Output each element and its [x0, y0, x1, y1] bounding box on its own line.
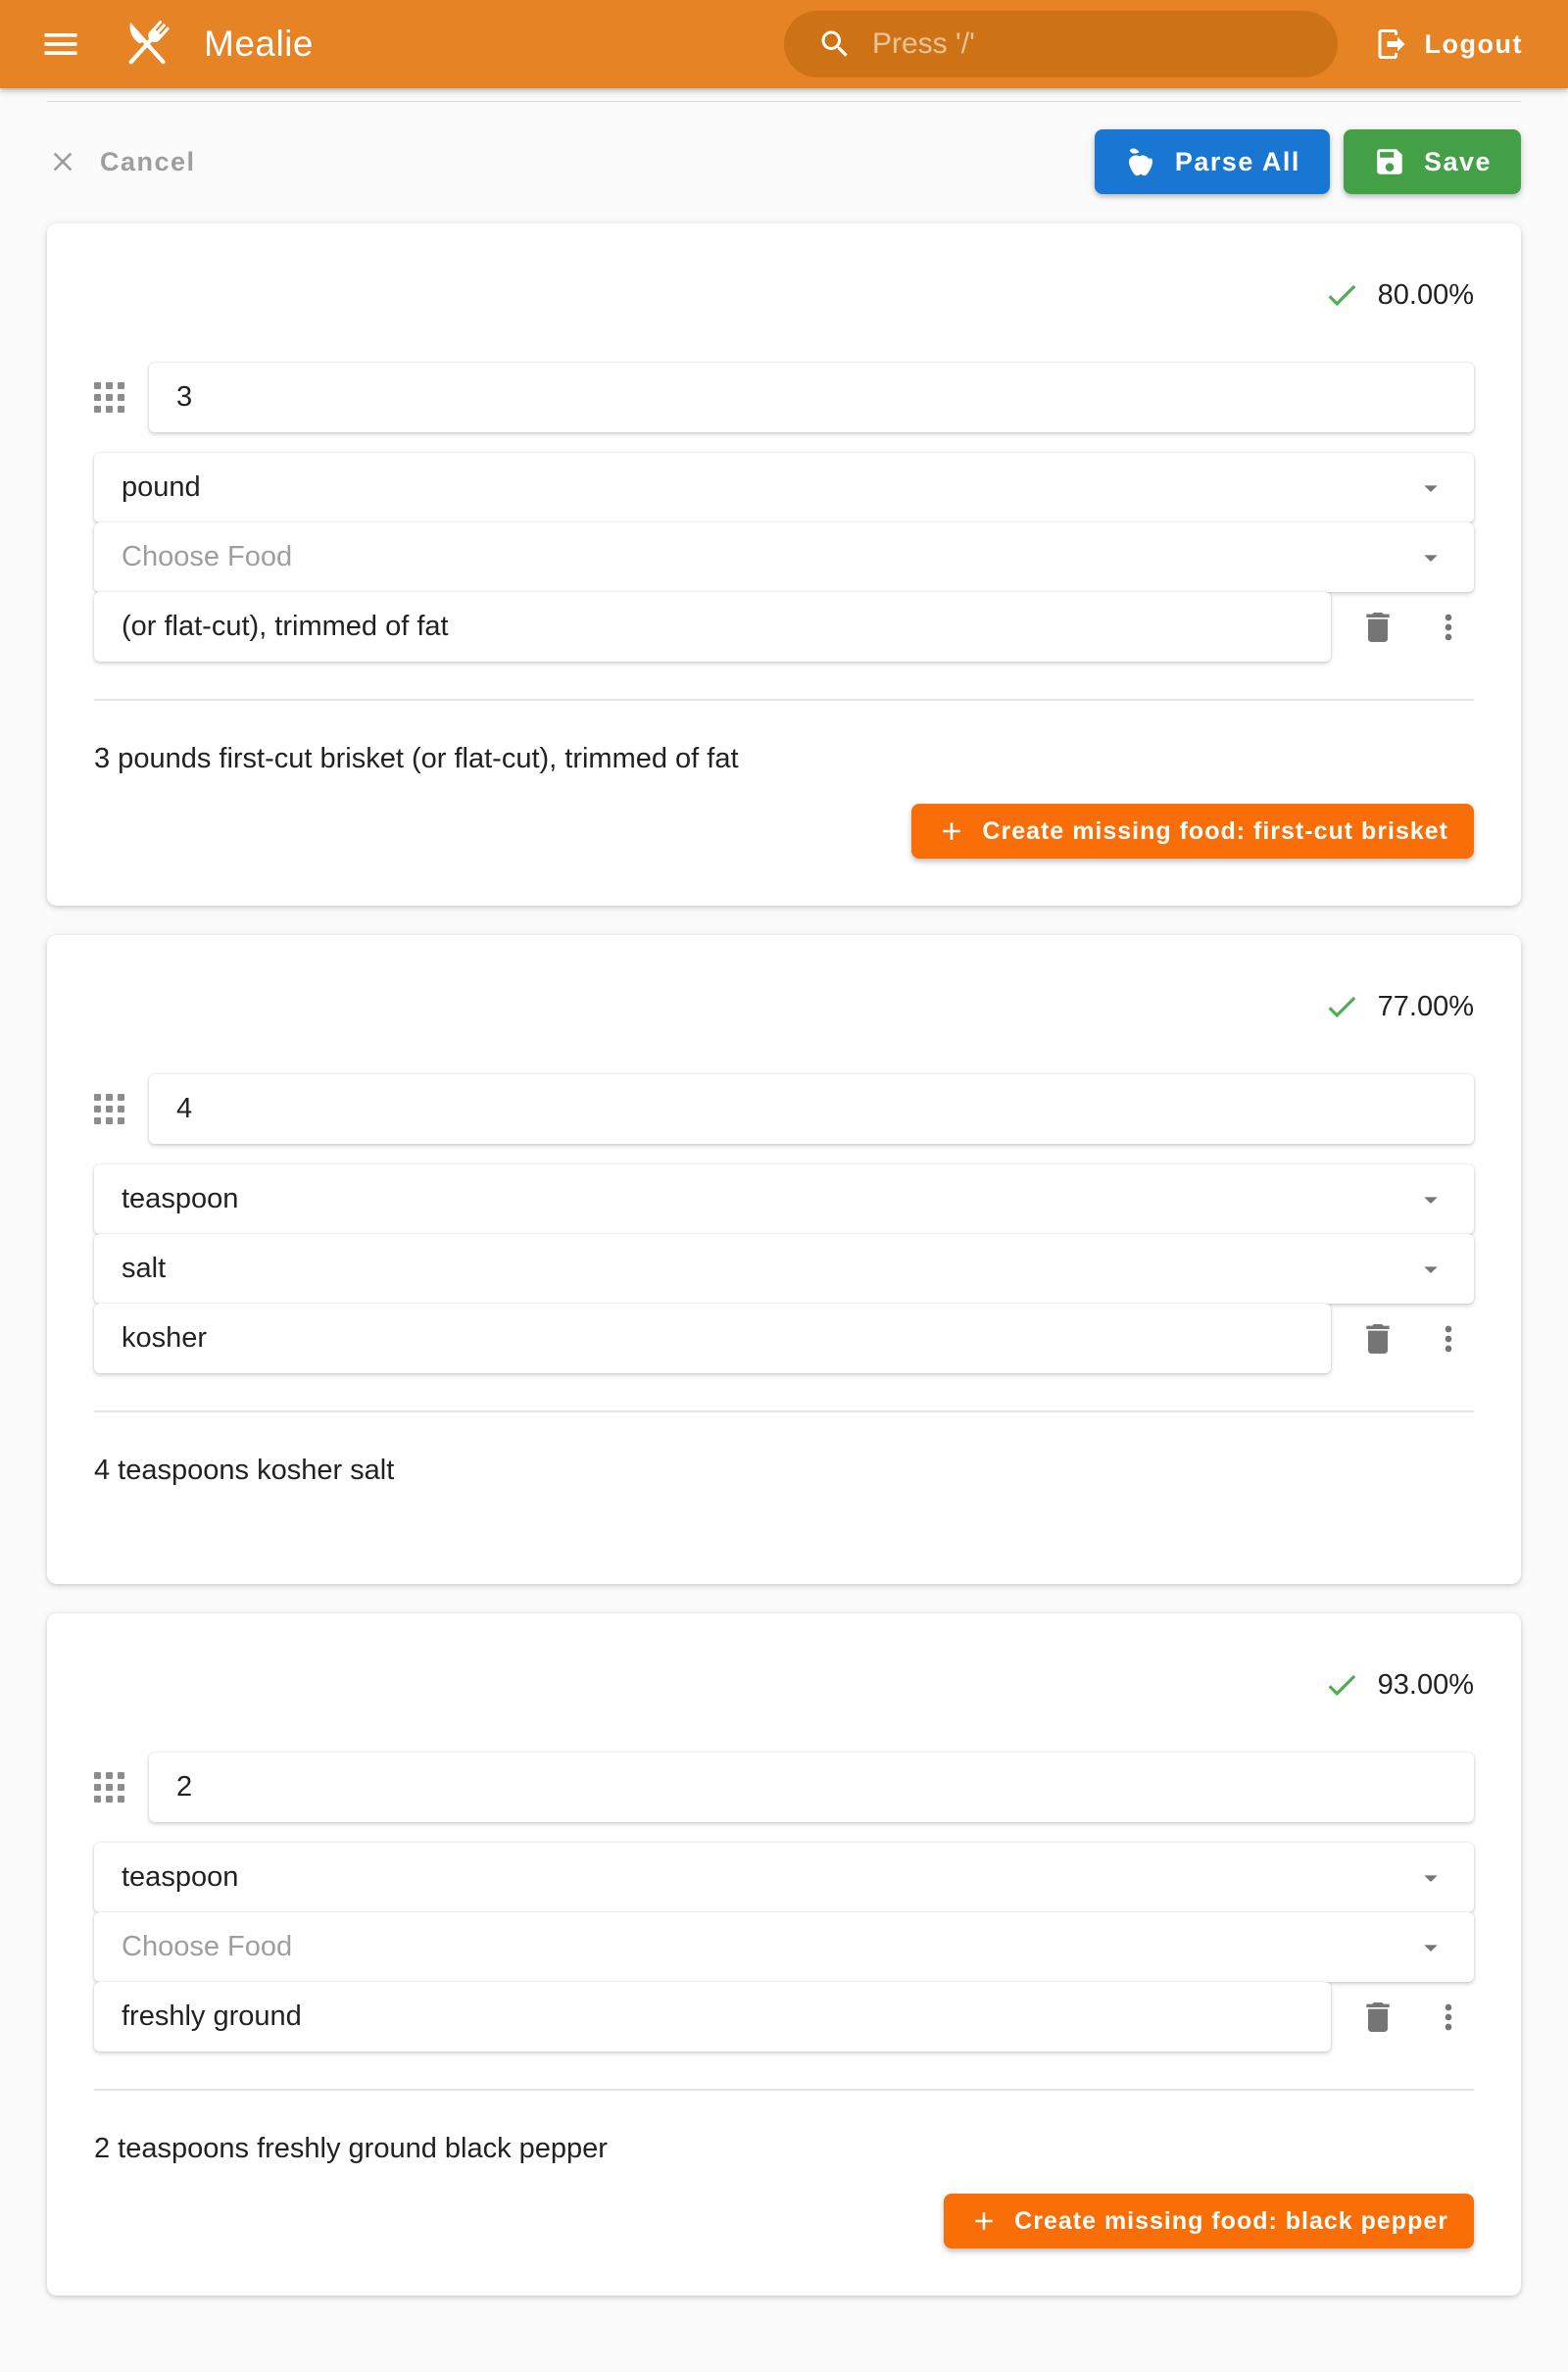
- mealie-logo-icon: [116, 13, 178, 75]
- chevron-down-icon: [1415, 472, 1446, 504]
- quantity-row: [94, 1074, 1474, 1144]
- note-field-wrap: [94, 1982, 1331, 2051]
- quantity-row: [94, 1753, 1474, 1822]
- drag-handle-icon[interactable]: [94, 1772, 149, 1803]
- chevron-down-icon: [1415, 542, 1446, 573]
- ingredient-card: [47, 935, 1521, 1584]
- note-field-wrap: [94, 1304, 1331, 1373]
- quantity-input[interactable]: [176, 1771, 1446, 1804]
- quantity-field-wrap: [149, 363, 1474, 432]
- note-field-wrap: [94, 592, 1331, 662]
- create-missing-food-label: Create missing food: black pepper: [1014, 2206, 1448, 2235]
- confidence-row: [94, 988, 1474, 1025]
- check-icon: [1323, 1666, 1360, 1704]
- logout-icon: [1374, 26, 1409, 62]
- unit-select[interactable]: [94, 1164, 1474, 1234]
- plus-icon: [937, 816, 966, 846]
- apple-icon: [1124, 145, 1157, 178]
- menu-button[interactable]: [39, 23, 82, 66]
- confidence-value: 93.00%: [1377, 1668, 1474, 1701]
- note-row: [94, 592, 1474, 662]
- cancel-label: Cancel: [100, 146, 196, 176]
- quantity-field-wrap: [149, 1753, 1474, 1822]
- check-icon: [1323, 988, 1360, 1025]
- search-icon: [817, 26, 853, 62]
- drag-handle-icon[interactable]: [94, 1094, 149, 1124]
- search-placeholder: Press '/': [872, 27, 975, 60]
- save-button[interactable]: [1344, 129, 1521, 194]
- original-ingredient-text: 2 teaspoons freshly ground black pepper: [94, 2133, 608, 2164]
- unit-select[interactable]: [94, 1843, 1474, 1912]
- confidence-value: 80.00%: [1377, 278, 1474, 311]
- check-icon: [1323, 276, 1360, 314]
- create-food-row: [94, 804, 1474, 859]
- confidence-row: [94, 276, 1474, 314]
- drag-handle-icon[interactable]: [94, 382, 149, 413]
- logout-label: Logout: [1424, 28, 1523, 59]
- create-food-row: [94, 2194, 1474, 2248]
- note-input[interactable]: [122, 1322, 1303, 1355]
- cancel-button[interactable]: [47, 140, 206, 183]
- create-missing-food-button[interactable]: [911, 804, 1474, 859]
- confidence-value: 77.00%: [1377, 990, 1474, 1022]
- note-row: [94, 1982, 1474, 2051]
- save-icon: [1373, 145, 1406, 178]
- parse-all-label: Parse All: [1174, 146, 1300, 176]
- more-options-button[interactable]: [1425, 604, 1472, 651]
- delete-ingredient-button[interactable]: [1354, 1994, 1401, 2041]
- quantity-input[interactable]: [176, 1093, 1446, 1125]
- hamburger-icon: [39, 23, 82, 66]
- unit-value: pound: [122, 471, 201, 503]
- plus-icon: [969, 2206, 999, 2236]
- ingredient-card: [47, 1613, 1521, 2296]
- food-select[interactable]: [94, 1234, 1474, 1304]
- more-options-button[interactable]: [1425, 1994, 1472, 2041]
- quantity-field-wrap: [149, 1074, 1474, 1144]
- note-row: [94, 1304, 1474, 1373]
- delete-ingredient-button[interactable]: [1354, 604, 1401, 651]
- food-value: salt: [122, 1253, 167, 1284]
- delete-ingredient-button[interactable]: [1354, 1315, 1401, 1362]
- card-divider: [94, 699, 1474, 701]
- create-missing-food-label: Create missing food: first-cut brisket: [982, 816, 1448, 845]
- chevron-down-icon: [1415, 1184, 1446, 1215]
- search-input[interactable]: [784, 11, 1338, 77]
- original-ingredient-text: 3 pounds first-cut brisket (or flat-cut), trimmed of fat: [94, 743, 739, 774]
- confidence-row: [94, 1666, 1474, 1704]
- food-select[interactable]: [94, 522, 1474, 592]
- parse-all-button[interactable]: [1095, 129, 1330, 194]
- food-select[interactable]: [94, 1912, 1474, 1982]
- card-divider: [94, 2089, 1474, 2091]
- close-icon: [47, 146, 78, 177]
- chevron-down-icon: [1415, 1254, 1446, 1285]
- logout-button[interactable]: [1368, 0, 1529, 88]
- unit-select[interactable]: [94, 453, 1474, 522]
- app-bar: [0, 0, 1568, 88]
- food-placeholder: Choose Food: [122, 1931, 293, 1962]
- unit-value: teaspoon: [122, 1183, 239, 1214]
- more-options-button[interactable]: [1425, 1315, 1472, 1362]
- app-title: Mealie: [204, 24, 314, 64]
- quantity-input[interactable]: [176, 381, 1446, 414]
- chevron-down-icon: [1415, 1862, 1446, 1894]
- create-missing-food-button[interactable]: [944, 2194, 1474, 2248]
- unit-value: teaspoon: [122, 1861, 239, 1893]
- card-divider: [94, 1410, 1474, 1412]
- save-label: Save: [1423, 146, 1492, 176]
- quantity-row: [94, 363, 1474, 432]
- food-placeholder: Choose Food: [122, 541, 293, 572]
- chevron-down-icon: [1415, 1932, 1446, 1963]
- ingredient-card: [47, 223, 1521, 906]
- parser-toolbar: [0, 102, 1568, 194]
- note-input[interactable]: [122, 611, 1303, 643]
- note-input[interactable]: [122, 2001, 1303, 2033]
- original-ingredient-text: 4 teaspoons kosher salt: [94, 1455, 395, 1486]
